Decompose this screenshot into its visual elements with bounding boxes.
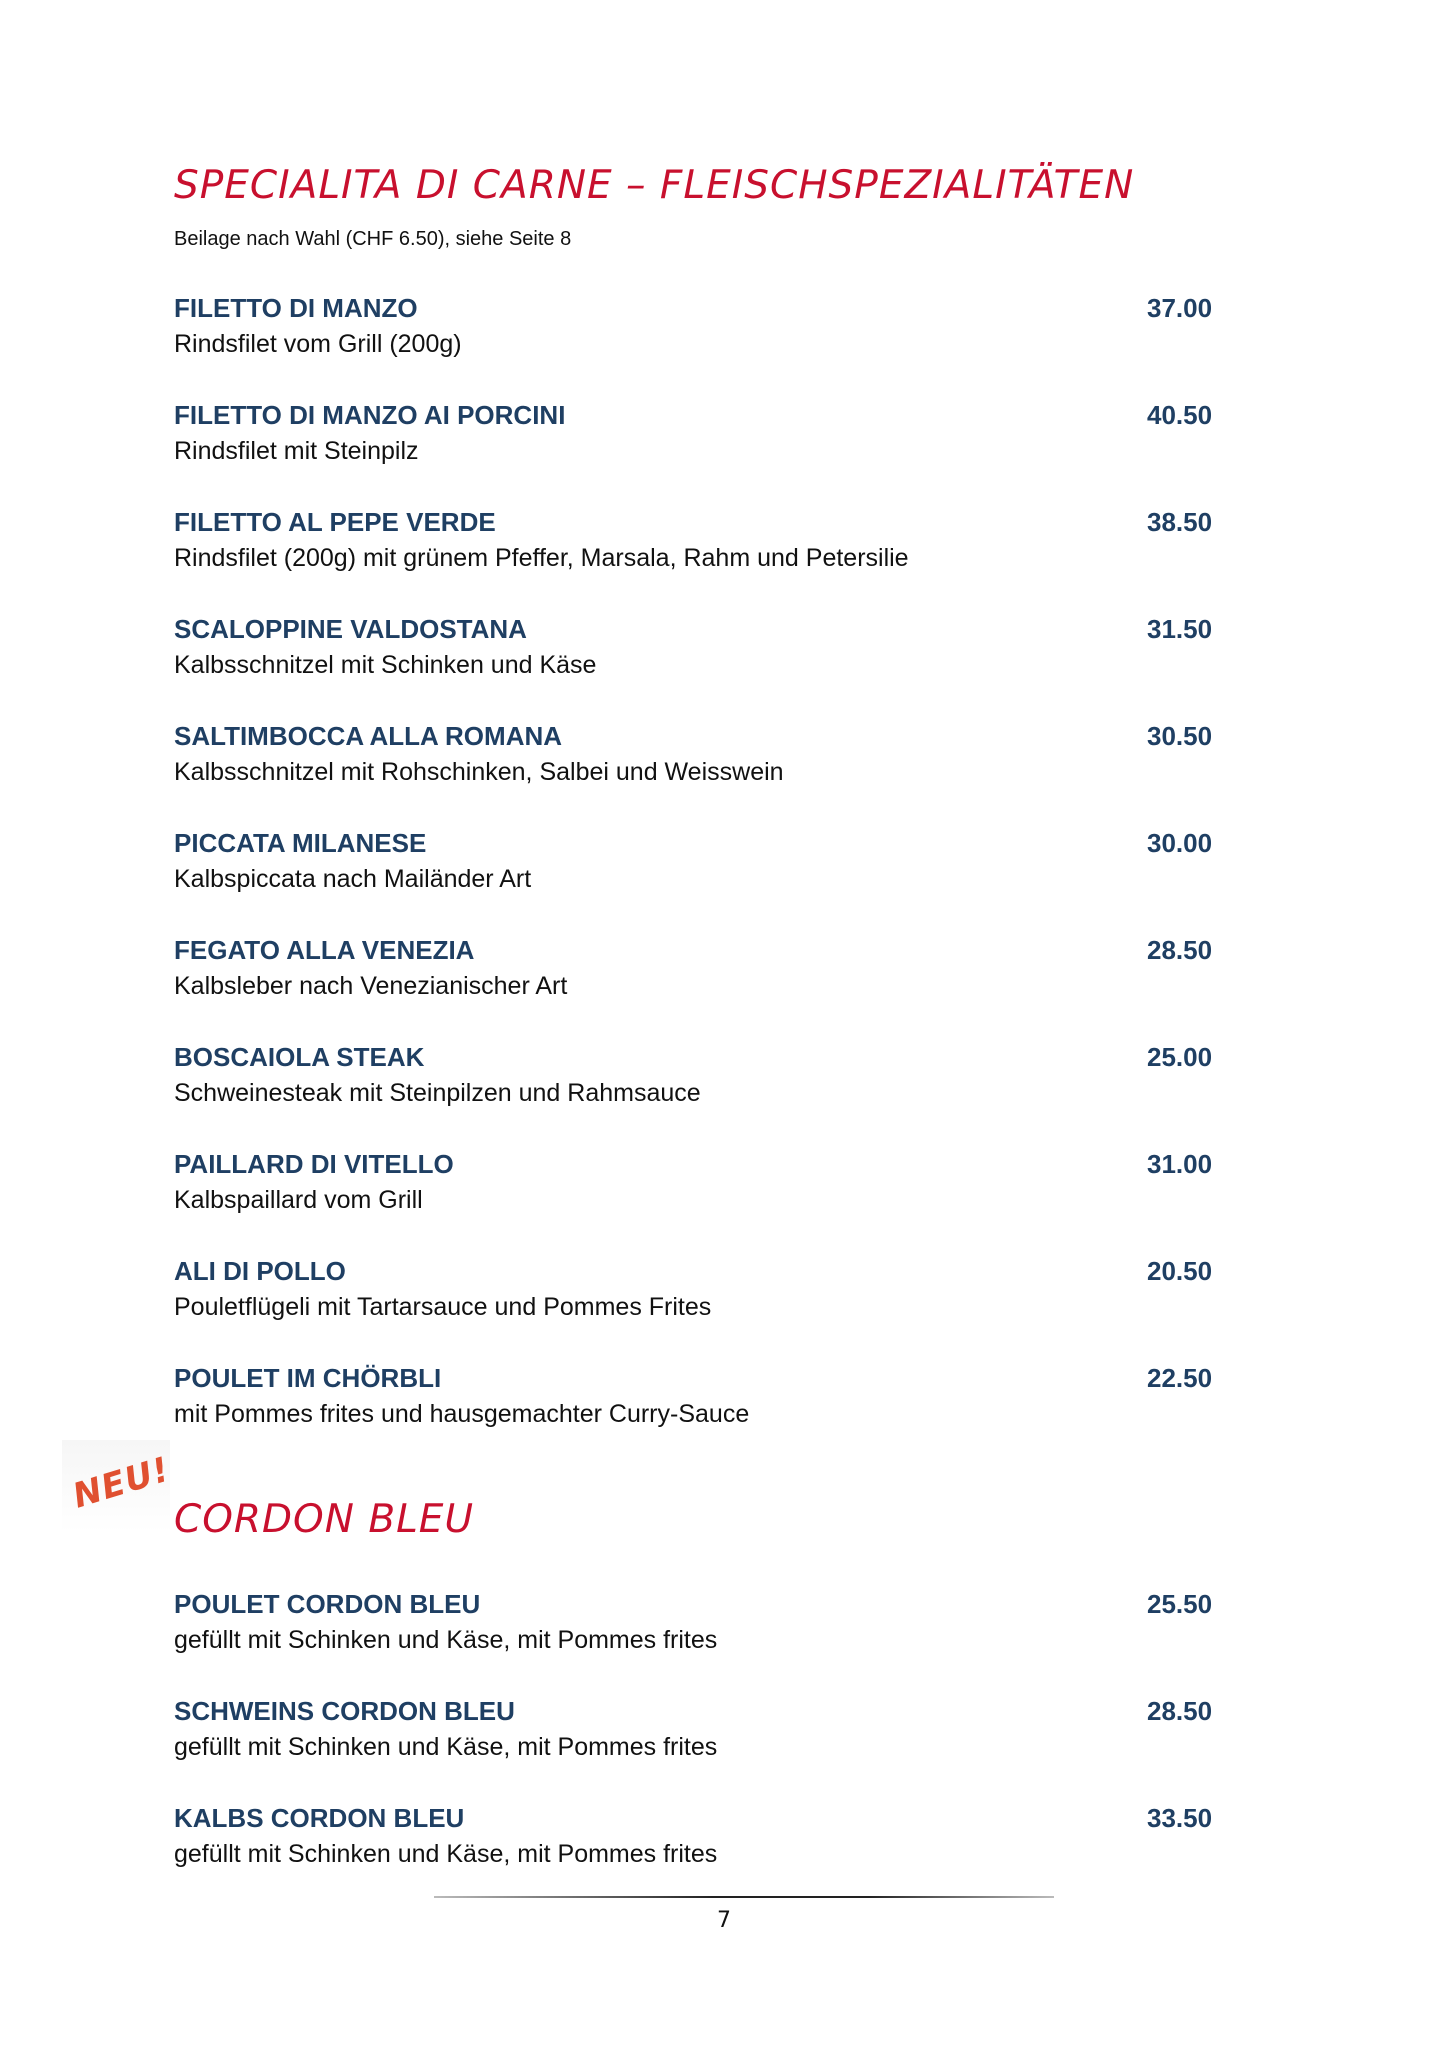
menu-item xyxy=(174,1589,1214,1696)
menu-item xyxy=(174,1803,1214,1910)
item-price: 25.00 xyxy=(1147,1042,1213,1072)
item-description: Kalbspiccata nach Mailänder Art xyxy=(174,865,532,893)
item-price: 31.00 xyxy=(1147,1149,1213,1179)
item-name: SCHWEINS CORDON BLEU xyxy=(174,1696,515,1726)
item-name: FILETTO AL PEPE VERDE xyxy=(174,507,496,537)
item-price: 33.50 xyxy=(1147,1803,1213,1833)
new-badge xyxy=(62,1440,175,1532)
item-description: mit Pommes frites und hausgemachter Curry-Sauce xyxy=(174,1400,750,1428)
item-price: 22.50 xyxy=(1147,1363,1213,1393)
item-name: PICCATA MILANESE xyxy=(174,828,427,858)
menu-item xyxy=(174,1363,1214,1470)
item-description: Kalbsschnitzel mit Schinken und Käse xyxy=(174,651,597,679)
menu-item xyxy=(174,828,1214,935)
item-price: 28.50 xyxy=(1147,935,1213,965)
item-description: gefüllt mit Schinken und Käse, mit Pommes frites xyxy=(174,1840,718,1868)
menu-item xyxy=(174,507,1214,614)
item-name: POULET CORDON BLEU xyxy=(174,1589,481,1619)
item-name: BOSCAIOLA STEAK xyxy=(174,1042,425,1072)
item-description: Kalbsschnitzel mit Rohschinken, Salbei und Weisswein xyxy=(174,758,784,786)
item-description: Kalbsleber nach Venezianischer Art xyxy=(174,972,568,1000)
cordon-bleu-menu-list xyxy=(174,1589,1214,1910)
footer-divider xyxy=(434,1896,1054,1898)
new-badge-label: NEU! xyxy=(68,1449,175,1517)
item-name: SCALOPPINE VALDOSTANA xyxy=(174,614,527,644)
menu-item xyxy=(174,400,1214,507)
menu-item xyxy=(174,1042,1214,1149)
item-description: Rindsfilet mit Steinpilz xyxy=(174,437,419,465)
side-dish-note: Beilage nach Wahl (CHF 6.50), siehe Seite 8 xyxy=(174,228,572,250)
item-name: FEGATO ALLA VENEZIA xyxy=(174,935,475,965)
item-price: 38.50 xyxy=(1147,507,1213,537)
item-description: Kalbspaillard vom Grill xyxy=(174,1186,423,1214)
item-name: KALBS CORDON BLEU xyxy=(174,1803,465,1833)
menu-item xyxy=(174,935,1214,1042)
item-name: FILETTO DI MANZO AI PORCINI xyxy=(174,400,566,430)
page-number: 7 xyxy=(717,1908,731,1933)
item-price: 37.00 xyxy=(1147,293,1213,323)
item-name: SALTIMBOCCA ALLA ROMANA xyxy=(174,721,563,751)
menu-item xyxy=(174,1149,1214,1256)
section-title-meat: SPECIALITA DI CARNE – FLEISCHSPEZIALITÄTEN xyxy=(174,163,1135,208)
item-price: 30.00 xyxy=(1147,828,1213,858)
item-name: POULET IM CHÖRBLI xyxy=(174,1363,442,1393)
meat-menu-list xyxy=(174,293,1214,1470)
item-price: 20.50 xyxy=(1147,1256,1213,1286)
item-price: 25.50 xyxy=(1147,1589,1213,1619)
item-price: 40.50 xyxy=(1147,400,1213,430)
menu-item xyxy=(174,1256,1214,1363)
menu-item xyxy=(174,614,1214,721)
menu-item xyxy=(174,1696,1214,1803)
item-price: 31.50 xyxy=(1147,614,1213,644)
item-name: FILETTO DI MANZO xyxy=(174,293,418,323)
item-description: Schweinesteak mit Steinpilzen und Rahmsauce xyxy=(174,1079,701,1107)
item-description: Rindsfilet vom Grill (200g) xyxy=(174,330,462,358)
item-name: PAILLARD DI VITELLO xyxy=(174,1149,454,1179)
menu-item xyxy=(174,721,1214,828)
item-price: 28.50 xyxy=(1147,1696,1213,1726)
item-description: gefüllt mit Schinken und Käse, mit Pommes frites xyxy=(174,1733,718,1761)
item-description: gefüllt mit Schinken und Käse, mit Pommes frites xyxy=(174,1626,718,1654)
section-title-cordon-bleu: CORDON BLEU xyxy=(174,1497,474,1542)
item-name: ALI DI POLLO xyxy=(174,1256,346,1286)
item-price: 30.50 xyxy=(1147,721,1213,751)
item-description: Rindsfilet (200g) mit grünem Pfeffer, Marsala, Rahm und Petersilie xyxy=(174,544,909,572)
menu-item xyxy=(174,293,1214,400)
item-description: Pouletflügeli mit Tartarsauce und Pommes Frites xyxy=(174,1293,712,1321)
